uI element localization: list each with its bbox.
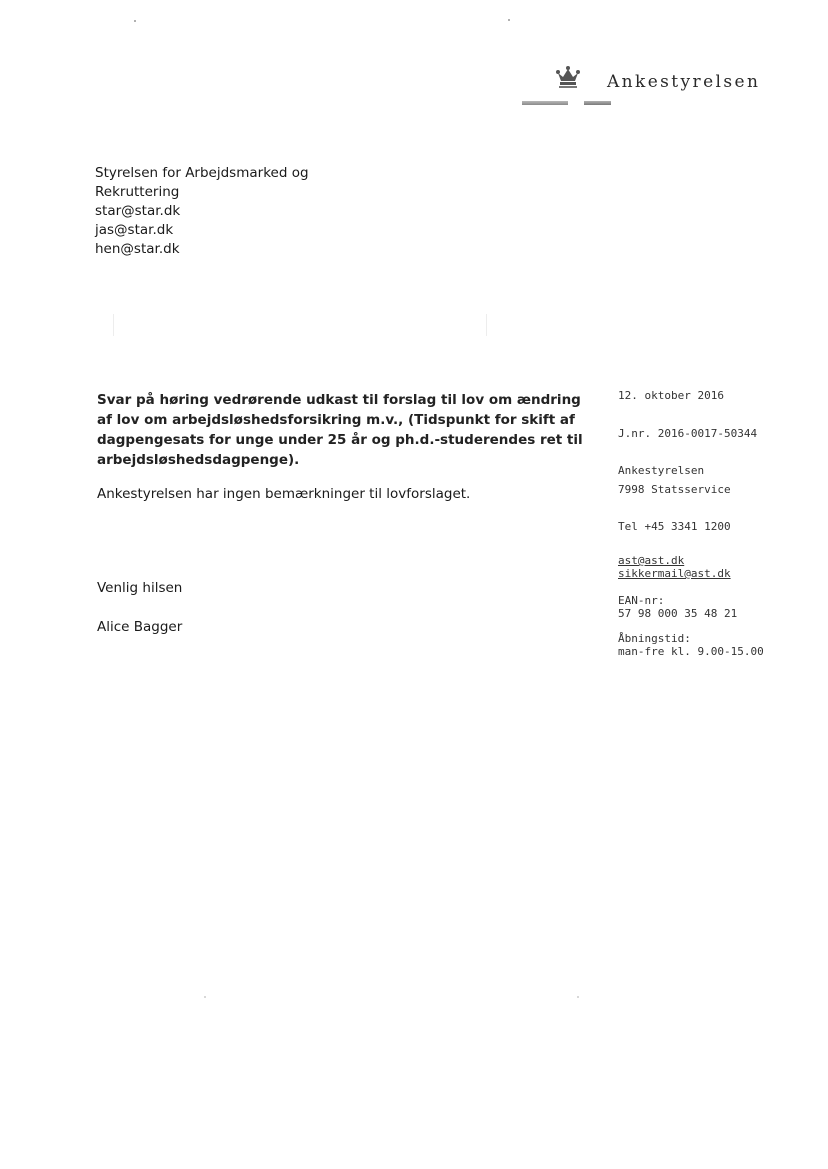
scan-speck [204, 996, 206, 998]
recipient-line: Styrelsen for Arbejdsmarked og [95, 165, 309, 181]
sender-name: Ankestyrelsen [618, 464, 705, 477]
scan-speck [577, 996, 579, 998]
phone-number: Tel +45 3341 1200 [618, 520, 731, 533]
letterhead-rule-right [584, 101, 611, 105]
letterhead-rule-left [522, 101, 568, 105]
sender-city: 7998 Statsservice [618, 483, 731, 496]
letter-date: 12. oktober 2016 [618, 389, 724, 402]
case-number: J.nr. 2016-0017-50344 [618, 427, 758, 440]
letter-body: Ankestyrelsen har ingen bemærkninger til lovforslaget. [97, 486, 471, 502]
secure-email-line [618, 567, 731, 580]
recipient-line: Rekruttering [95, 184, 180, 200]
crown-icon [554, 64, 582, 90]
recipient-email: jas@star.dk [95, 222, 174, 238]
secure-email-link[interactable]: sikkermail@ast.dk [618, 567, 731, 580]
opening-hours-value: man-fre kl. 9.00-15.00 [618, 645, 764, 658]
recipient-address [95, 164, 309, 259]
letter-subject: Svar på høring vedrørende udkast til forslag til lov om ændring af lov om arbejdsløshedsforsikring m.v., (Tidspunkt for skift af dagpengesats for unge under 25 år og ph.d.-studerendes ret til arbejdsløshedsdagpenge). [97, 392, 583, 468]
email-line [618, 554, 684, 567]
opening-hours-label: Åbningstid: [618, 632, 691, 645]
recipient-email: hen@star.dk [95, 241, 180, 257]
letter-closing: Venlig hilsen [97, 580, 183, 596]
recipient-email: star@star.dk [95, 203, 181, 219]
scan-artifact [113, 314, 114, 336]
scan-speck [508, 19, 510, 21]
letter-signature: Alice Bagger [97, 619, 183, 635]
email-link[interactable]: ast@ast.dk [618, 554, 685, 567]
scan-artifact [486, 314, 487, 336]
ean-value: 57 98 000 35 48 21 [618, 607, 738, 620]
scan-speck [134, 20, 136, 22]
organization-name: Ankestyrelsen [607, 72, 761, 92]
ean-label: EAN-nr: [618, 594, 665, 607]
